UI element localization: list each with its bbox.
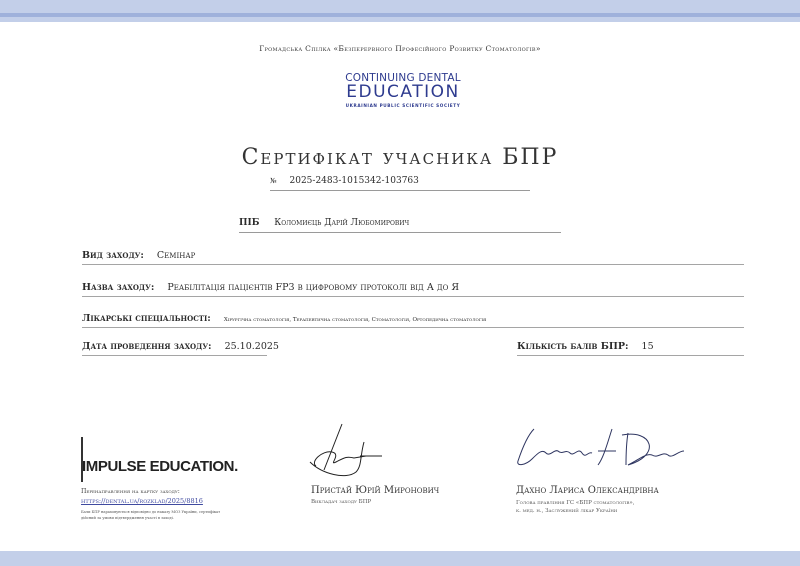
signature-1-icon bbox=[302, 422, 392, 482]
logo-line-1: CONTINUING DENTAL bbox=[345, 72, 461, 84]
points-field bbox=[517, 341, 744, 356]
event-type-value: Семінар bbox=[156, 250, 196, 261]
certificate-title: Сертифікат учасника БПР bbox=[241, 145, 559, 170]
event-type-label: Вид заходу: bbox=[82, 250, 144, 261]
signatory-2-role bbox=[516, 499, 716, 515]
certificate-number: 2025-2483-1015342-103763 bbox=[289, 176, 419, 186]
signature-2-icon bbox=[512, 425, 687, 470]
certificate-number-row bbox=[270, 176, 530, 191]
specialties-value: Хірургічна стоматологія, Терапевтична стоматологія, Стоматологія, Ортопедична стоматологія bbox=[223, 317, 487, 323]
event-name-label: Назва заходу: bbox=[82, 282, 155, 293]
fineprint-text: Бали БПР нараховуються відповідно до наказу МОЗ України, сертифікат дійсний за умови підтвердження участі в заході. bbox=[81, 510, 221, 520]
event-link-label: Перенаправлення на картку заходу: bbox=[81, 488, 180, 495]
event-date-field bbox=[82, 341, 279, 356]
event-name-field bbox=[82, 282, 744, 297]
signatory-2-role-line-1: Голова правління ГС «БПР стоматологів», bbox=[516, 500, 635, 506]
pib-label: ПІБ bbox=[239, 218, 260, 228]
event-date-label: Дата проведення заходу: bbox=[82, 341, 212, 352]
points-value: 15 bbox=[641, 341, 654, 352]
bottom-decorative-band bbox=[0, 551, 800, 566]
impulse-education-logo: IMPULSE EDUCATION. bbox=[82, 458, 238, 475]
event-link[interactable]: https://dental.ua/rozklad/2025/8816 bbox=[81, 497, 203, 505]
top-band-stripe bbox=[0, 13, 800, 17]
signatory-1-name: Пристай Юрій Миронович bbox=[311, 485, 440, 496]
points-label: Кількість балів БПР: bbox=[517, 341, 629, 352]
event-type-field bbox=[82, 250, 744, 265]
logo-line-2: EDUCATION bbox=[346, 82, 460, 102]
organization-name: Громадська Спілка «Безперервного Професійного Розвитку Стоматологів» bbox=[259, 44, 541, 53]
top-decorative-band bbox=[0, 0, 800, 22]
event-date-value: 25.10.2025 bbox=[224, 341, 279, 352]
specialties-field bbox=[82, 313, 744, 328]
participant-name-row bbox=[239, 218, 561, 233]
number-symbol: № bbox=[270, 177, 277, 185]
signatory-1-role: Викладач заходу БПР bbox=[311, 499, 372, 505]
event-name-value: Реабілітація пацієнтів FP3 в цифровому протоколі від А до Я bbox=[167, 282, 460, 293]
participant-name: Коломиєць Дарій Любомирович bbox=[274, 218, 410, 228]
cde-logo bbox=[333, 73, 473, 108]
specialties-label: Лікарські спеціальності: bbox=[82, 313, 211, 324]
signatory-2-name: Дахно Лариса Олександрівна bbox=[516, 485, 659, 496]
signatory-2-role-line-2: к. мед. н., Заслужений лікар України bbox=[516, 508, 618, 514]
logo-line-3: UKRAINIAN PUBLIC SCIENTIFIC SOCIETY bbox=[345, 103, 461, 108]
